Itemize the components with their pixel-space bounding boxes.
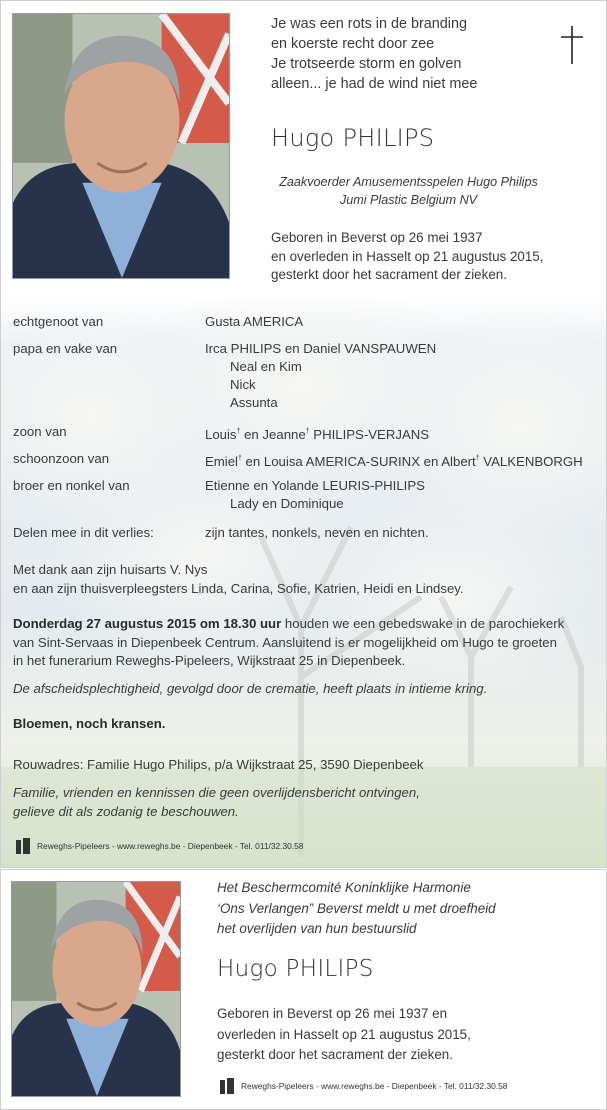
family-label: echtgenoot van [13,314,104,329]
born-line: gesterkt door het sacrament der zieken. [217,1047,453,1062]
footer-text: Reweghs-Pipeleers - www.reweghs.be - Diepenbeek - Tel. 011/32.30.58 [37,841,304,851]
wake-line: van Sint-Servaas in Diepenbeek Centrum. Aansluitend is er mogelijkheid om Hugo te groeten [13,634,557,650]
family-label: zoon van [13,424,67,439]
parent-name: Emiel [205,454,238,469]
wake-line [13,615,603,634]
wake-text [13,615,603,671]
note-text [13,784,603,821]
family-label: broer en nonkel van [13,478,130,493]
family-value [205,340,436,412]
born-line: Geboren in Beverst op 26 mei 1937 [271,230,483,245]
wake-date: Donderdag 27 augustus 2015 om 18.30 uur [13,616,282,631]
deceased-mark: † [475,455,480,462]
portrait-photo-small [11,881,181,1097]
funeral-home-logo-icon [217,1076,237,1096]
parent-surname: PHILIPS-VERJANS [309,427,430,442]
farewell-text: De afscheidsplechtigheid, gevolgd door de crematie, heeft plaats in intieme kring. [13,681,488,696]
born-line: gesterkt door het sacrament der zieken. [271,267,507,282]
cross-icon [559,26,585,64]
poem [271,14,477,94]
deceased-name: Hugo PHILIPS [271,124,435,152]
family-label: papa en vake van [13,341,118,356]
announcement-line: het overlijden van hun bestuurslid [217,921,417,936]
footer-text: Reweghs-Pipeleers - www.reweghs.be - Diepenbeek - Tel. 011/32.30.58 [241,1081,508,1091]
thanks-line: Met dank aan zijn huisarts V. Nys [13,562,208,577]
harmonie-announcement [217,878,496,940]
family-value: zijn tantes, nonkels, neven en nichten. [205,525,429,540]
niece-names: Lady en Dominique [230,496,344,511]
poem-line: Je trotseerde storm en golven [271,56,462,72]
family-label: schoonzoon van [13,451,110,466]
announcement-line: Het Beschermcomité Koninklijke Harmonie [217,880,471,895]
born-line: en overleden in Hasselt op 21 augustus 2015, [271,248,544,264]
thanks-line: en aan zijn thuisverpleegsters Linda, Carina, Sofie, Katrien, Heidi en Lindsey. [13,580,464,596]
sibling-names: Etienne en Yolande LEURIS-PHILIPS [205,478,425,493]
grandchild-names: Neal en Kim [230,359,302,374]
born-line: overleden in Hasselt op 21 augustus 2015, [217,1026,471,1042]
business-line: Jumi Plastic Belgium NV [339,193,478,207]
parent-name: en Jeanne [240,427,306,442]
poem-line: Je was een rots in de branding [271,16,467,32]
child-names: Irca PHILIPS en Daniel VANSPAUWEN [205,341,437,356]
poem-line: en koerste recht door zee [271,36,435,52]
flowers-line: Bloemen, noch kransen. [13,716,166,731]
family-value [205,477,425,513]
parent-name: en Louisa AMERICA-SURINX en Albert [241,454,476,469]
deceased-mark: † [237,455,242,462]
wake-line: in het funerarium Reweghs-Pipeleers, Wijkstraat 25 in Diepenbeek. [13,653,406,668]
funeral-home-footer [13,836,303,856]
parent-name: Louis [205,427,237,442]
funeral-home-logo-icon [13,836,33,856]
funeral-home-footer-small [217,1076,507,1096]
deceased-mark: † [236,428,241,435]
family-value: Gusta AMERICA [205,314,304,329]
thanks-text [13,561,603,598]
announcement-line: ‘Ons Verlangen” Beverst meldt u met droefheid [217,900,496,916]
grandchild-names: Assunta [230,395,278,410]
business-title [271,173,546,209]
portrait-photo [12,13,230,279]
birth-death-info-small [217,1004,471,1066]
poem-line: alleen... je had de wind niet mee [271,76,478,92]
grandchild-names: Nick [230,377,256,392]
business-line: Zaakvoerder Amusementsspelen Hugo Philips [279,175,538,189]
deceased-mark: † [305,428,310,435]
family-label: Delen mee in dit verlies: [13,525,154,540]
flowers-text [13,715,603,734]
birth-death-info [271,229,543,285]
parent-surname: VALKENBORGH [479,454,583,469]
note-line: Familie, vrienden en kennissen die geen overlijdensbericht ontvingen, [13,785,420,800]
wake-line-rest: houden we een gebedswake in de parochiekerk [281,616,565,631]
note-line: gelieve dit als zodanig te beschouwen. [13,803,239,819]
family-value [205,450,583,471]
address-text: Rouwadres: Familie Hugo Philips, p/a Wijkstraat 25, 3590 Diepenbeek [13,757,424,772]
family-value [205,423,429,444]
born-line: Geboren in Beverst op 26 mei 1937 en [217,1006,448,1021]
deceased-name-small: Hugo PHILIPS [217,956,374,982]
